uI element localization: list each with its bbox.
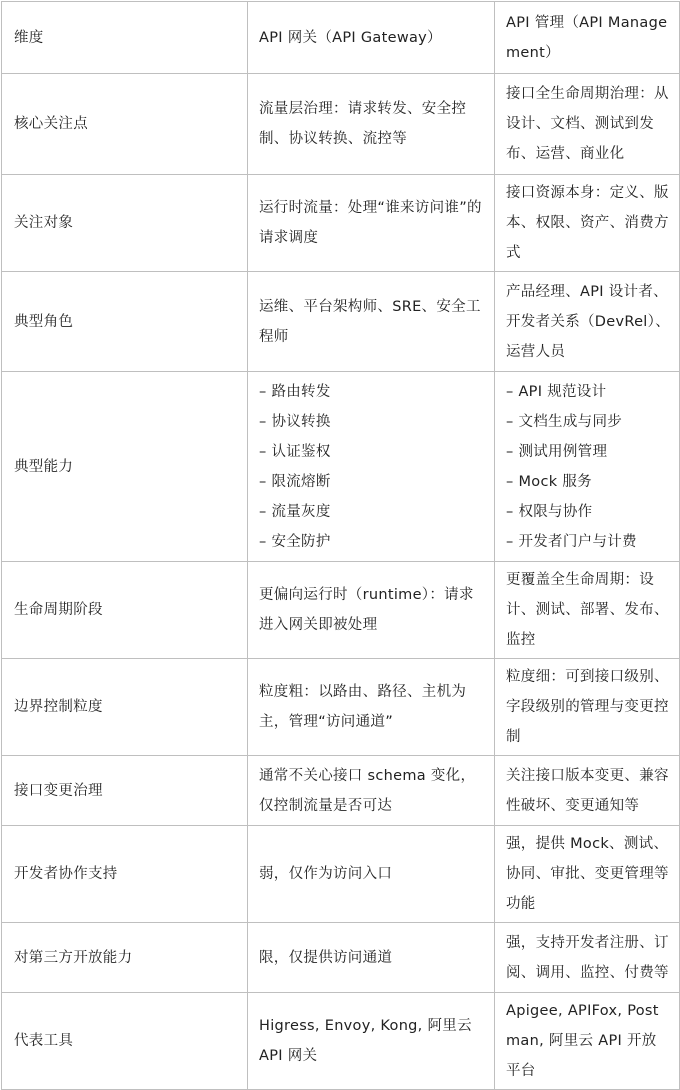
row-management-list — [495, 372, 680, 562]
row-management-cell: 粒度细：可到接口级别、字段级别的管理与变更控制 — [495, 659, 680, 756]
row-gateway-cell: Higress, Envoy, Kong, 阿里云 API 网关 — [248, 993, 495, 1090]
list-item: – 流量灰度 — [259, 503, 331, 520]
list-item: – 权限与协作 — [506, 503, 593, 520]
table-row — [2, 993, 680, 1090]
comparison-table — [1, 1, 680, 1090]
table-row — [2, 659, 680, 756]
list-item: – 安全防护 — [259, 533, 331, 550]
row-gateway-cell: 通常不关心接口 schema 变化，仅控制流量是否可达 — [248, 756, 495, 826]
row-gateway-cell: 流量层治理：请求转发、安全控制、协议转换、流控等 — [248, 74, 495, 175]
row-dimension: 对第三方开放能力 — [2, 923, 248, 993]
row-gateway-cell: 运行时流量：处理“谁来访问谁”的请求调度 — [248, 175, 495, 272]
list-item: – 限流熔断 — [259, 473, 331, 490]
row-management-cell: 接口全生命周期治理：从设计、文档、测试到发布、运营、商业化 — [495, 74, 680, 175]
table-row — [2, 923, 680, 993]
row-management-cell: 接口资源本身：定义、版本、权限、资产、消费方式 — [495, 175, 680, 272]
row-management-cell: 产品经理、API 设计者、开发者关系（DevRel）、运营人员 — [495, 272, 680, 372]
table-header-row — [2, 2, 680, 74]
row-dimension: 边界控制粒度 — [2, 659, 248, 756]
row-management-cell: 关注接口版本变更、兼容性破坏、变更通知等 — [495, 756, 680, 826]
list-item: – 认证鉴权 — [259, 443, 331, 460]
row-dimension: 接口变更治理 — [2, 756, 248, 826]
header-dimension: 维度 — [2, 2, 248, 74]
row-dimension: 生命周期阶段 — [2, 562, 248, 659]
row-management-cell: 更覆盖全生命周期：设计、测试、部署、发布、监控 — [495, 562, 680, 659]
row-gateway-cell: 更偏向运行时（runtime）：请求进入网关即被处理 — [248, 562, 495, 659]
table-row — [2, 562, 680, 659]
table-row — [2, 756, 680, 826]
row-dimension: 关注对象 — [2, 175, 248, 272]
row-gateway-cell: 运维、平台架构师、SRE、安全工程师 — [248, 272, 495, 372]
row-gateway-cell: 限，仅提供访问通道 — [248, 923, 495, 993]
list-item: – Mock 服务 — [506, 473, 592, 490]
list-item: – 文档生成与同步 — [506, 413, 623, 430]
row-gateway-list — [248, 372, 495, 562]
list-item: – 协议转换 — [259, 413, 331, 430]
list-item: – API 规范设计 — [506, 383, 607, 400]
row-management-cell: 强，支持开发者注册、订阅、调用、监控、付费等 — [495, 923, 680, 993]
row-management-cell: Apigee, APIFox, Postman, 阿里云 API 开放平台 — [495, 993, 680, 1090]
header-api-gateway: API 网关（API Gateway） — [248, 2, 495, 74]
row-gateway-cell: 弱，仅作为访问入口 — [248, 826, 495, 923]
row-dimension: 核心关注点 — [2, 74, 248, 175]
table-row — [2, 175, 680, 272]
row-dimension: 开发者协作支持 — [2, 826, 248, 923]
table-row — [2, 272, 680, 372]
row-dimension: 代表工具 — [2, 993, 248, 1090]
row-dimension: 典型能力 — [2, 372, 248, 562]
list-item: – 测试用例管理 — [506, 443, 608, 460]
table-row — [2, 372, 680, 562]
header-api-management: API 管理（API Management） — [495, 2, 680, 74]
list-item: – 路由转发 — [259, 383, 331, 400]
list-item: – 开发者门户与计费 — [506, 533, 637, 550]
row-gateway-cell: 粒度粗：以路由、路径、主机为主，管理“访问通道” — [248, 659, 495, 756]
row-dimension: 典型角色 — [2, 272, 248, 372]
table-row — [2, 74, 680, 175]
table-row — [2, 826, 680, 923]
row-management-cell: 强，提供 Mock、测试、协同、审批、变更管理等功能 — [495, 826, 680, 923]
